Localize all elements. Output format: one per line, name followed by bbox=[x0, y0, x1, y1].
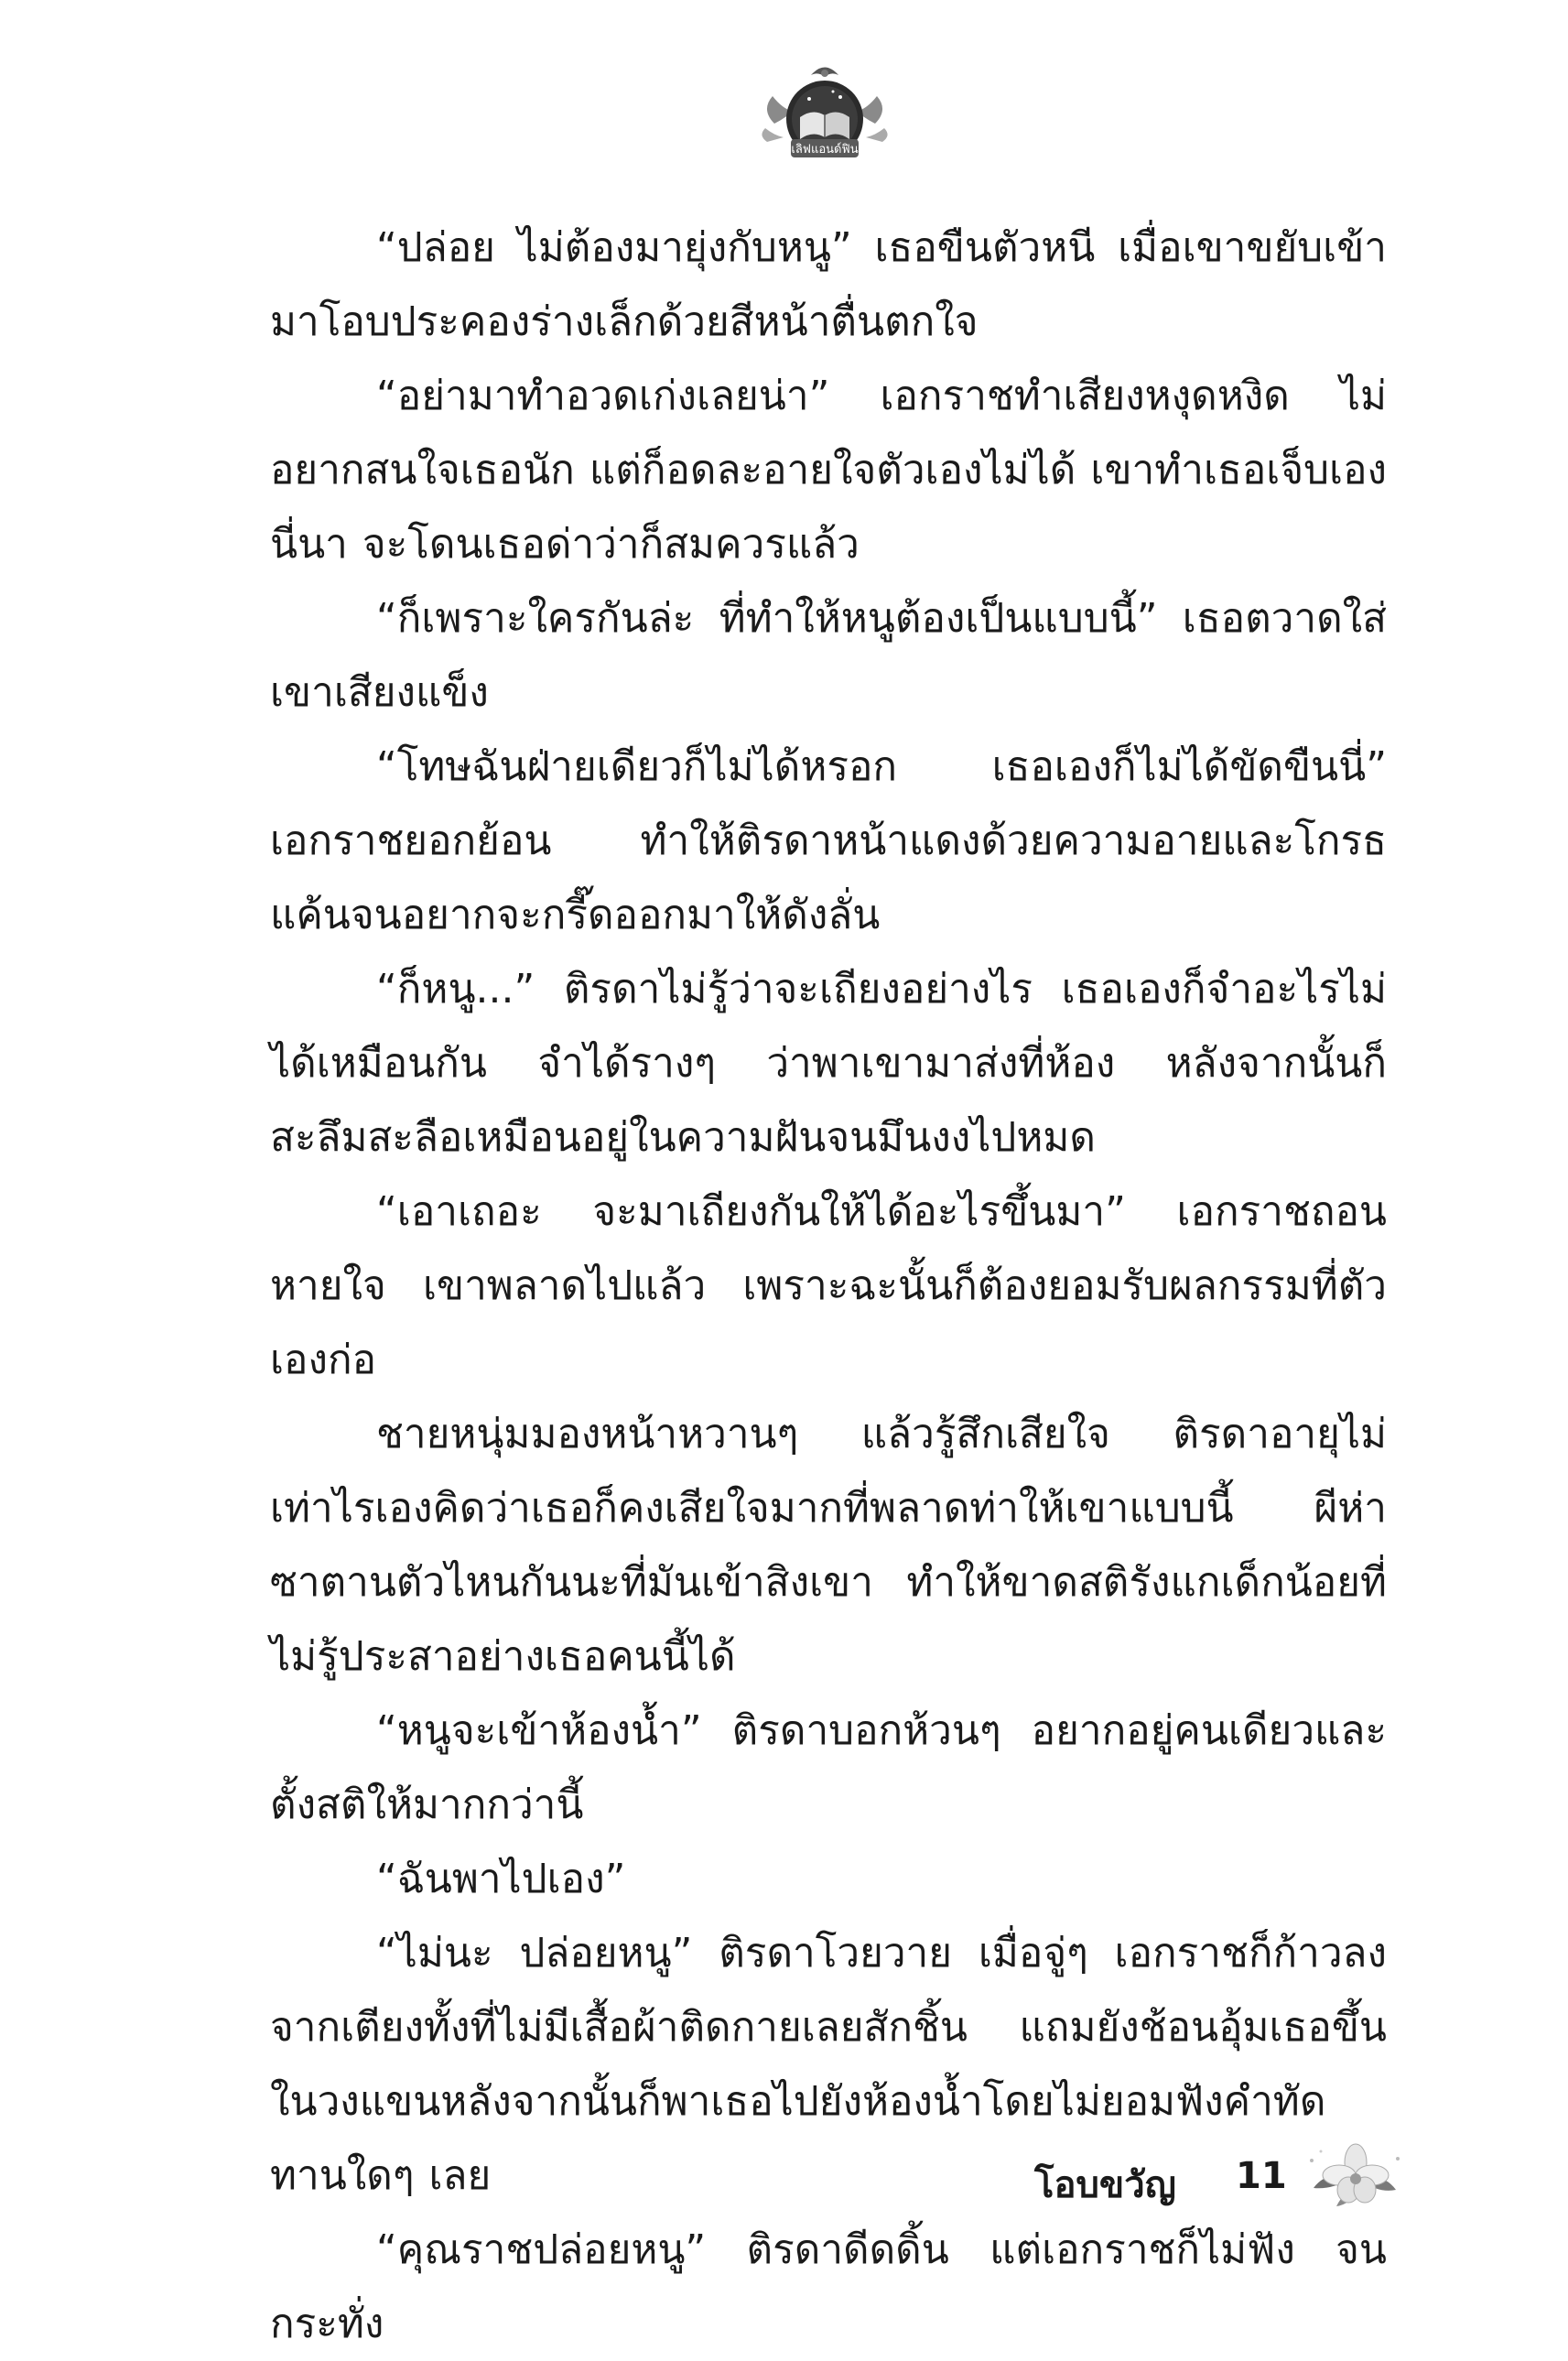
story-text bbox=[270, 211, 1387, 2361]
paragraph: “เอาเถอะ จะมาเถียงกันให้ได้อะไรขึ้นมา” เอกราชถอนหายใจ เขาพลาดไปแล้ว เพราะฉะนั้นก็ต้องยอมรับผลกรรมที่ตัวเองก่อ bbox=[270, 1188, 1387, 1383]
logo-text: เลิฟแอนด์ฟิน bbox=[791, 143, 859, 157]
paragraph: “โทษฉันฝ่ายเดียวก็ไม่ได้หรอก เธอเองก็ไม่ได้ขัดขืนนี่” เอกราชยอกย้อน ทำให้ติรดาหน้าแดงด้วยความอายและโกรธแค้นจนอยากจะกรี๊ดออกมาให้ดังลั่น bbox=[270, 743, 1387, 938]
page-number: 11 bbox=[1236, 2155, 1287, 2197]
paragraph: ชายหนุ่มมองหน้าหวานๆ แล้วรู้สึกเสียใจ ติรดาอายุไม่เท่าไรเองคิดว่าเธอก็คงเสียใจมากที่พลาดท่าให้เขาแบบนี้ ผีห่าซาตานตัวไหนกันนะที่มันเข้าสิงเขา ทำให้ขาดสติรังแกเด็กน้อยที่ไม่รู้ประสาอย่างเธอคนนี้ได้ bbox=[270, 1411, 1387, 1680]
page-footer bbox=[1034, 2133, 1419, 2225]
paragraph: “ก็เพราะใครกันล่ะ ที่ทำให้หนูต้องเป็นแบบนี้” เธอตวาดใส่เขาเสียงแข็ง bbox=[270, 595, 1387, 716]
paragraph: “หนูจะเข้าห้องน้ำ” ติรดาบอกห้วนๆ อยากอยู่คนเดียวและตั้งสติให้มากกว่านี้ bbox=[270, 1707, 1387, 1828]
book-title: โอบขวัญ bbox=[1034, 2164, 1176, 2206]
paragraph: “ฉันพาไปเอง” bbox=[376, 1856, 626, 1902]
paragraph: “ก็หนู...” ติรดาไม่รู้ว่าจะเถียงอย่างไร เธอเองก็จำอะไรไม่ได้เหมือนกัน จำได้รางๆ ว่าพาเขามาส่งที่ห้อง หลังจากนั้นก็สะลึมสะลือเหมือนอยู่ในความฝันจนมึนงงไปหมด bbox=[270, 966, 1387, 1161]
flower-ornament-icon bbox=[1295, 2133, 1414, 2225]
paragraph: “ไม่นะ ปล่อยหนู” ติรดาโวยวาย เมื่อจู่ๆ เอกราชก็ก้าวลงจากเตียงทั้งที่ไม่มีเสื้อผ้าติดกายเลยสักชิ้น แถมยังช้อนอุ้มเธอขึ้นในวงแขนหลังจากนั้นก็พาเธอไปยังห้องน้ำโดยไม่ยอมฟังคำทัดทานใดๆ เลย bbox=[270, 1930, 1387, 2199]
book-ornament-logo-icon bbox=[756, 55, 893, 183]
paragraph: “อย่ามาทำอวดเก่งเลยน่า” เอกราชทำเสียงหงุดหงิด ไม่อยากสนใจเธอนัก แต่ก็อดละอายใจตัวเองไม่ได้ เขาทำเธอเจ็บเองนี่นา จะโดนเธอด่าว่าก็สมควรแล้ว bbox=[270, 373, 1387, 568]
paragraph: “ปล่อย ไม่ต้องมายุ่งกับหนู” เธอขืนตัวหนี เมื่อเขาขยับเข้ามาโอบประคองร่างเล็กด้วยสีหน้าตื่นตกใจ bbox=[270, 224, 1387, 345]
header-logo bbox=[756, 55, 893, 183]
paragraph: “คุณราชปล่อยหนู” ติรดาดีดดิ้น แต่เอกราชก็ไม่ฟัง จนกระทั่ง bbox=[270, 2226, 1387, 2347]
